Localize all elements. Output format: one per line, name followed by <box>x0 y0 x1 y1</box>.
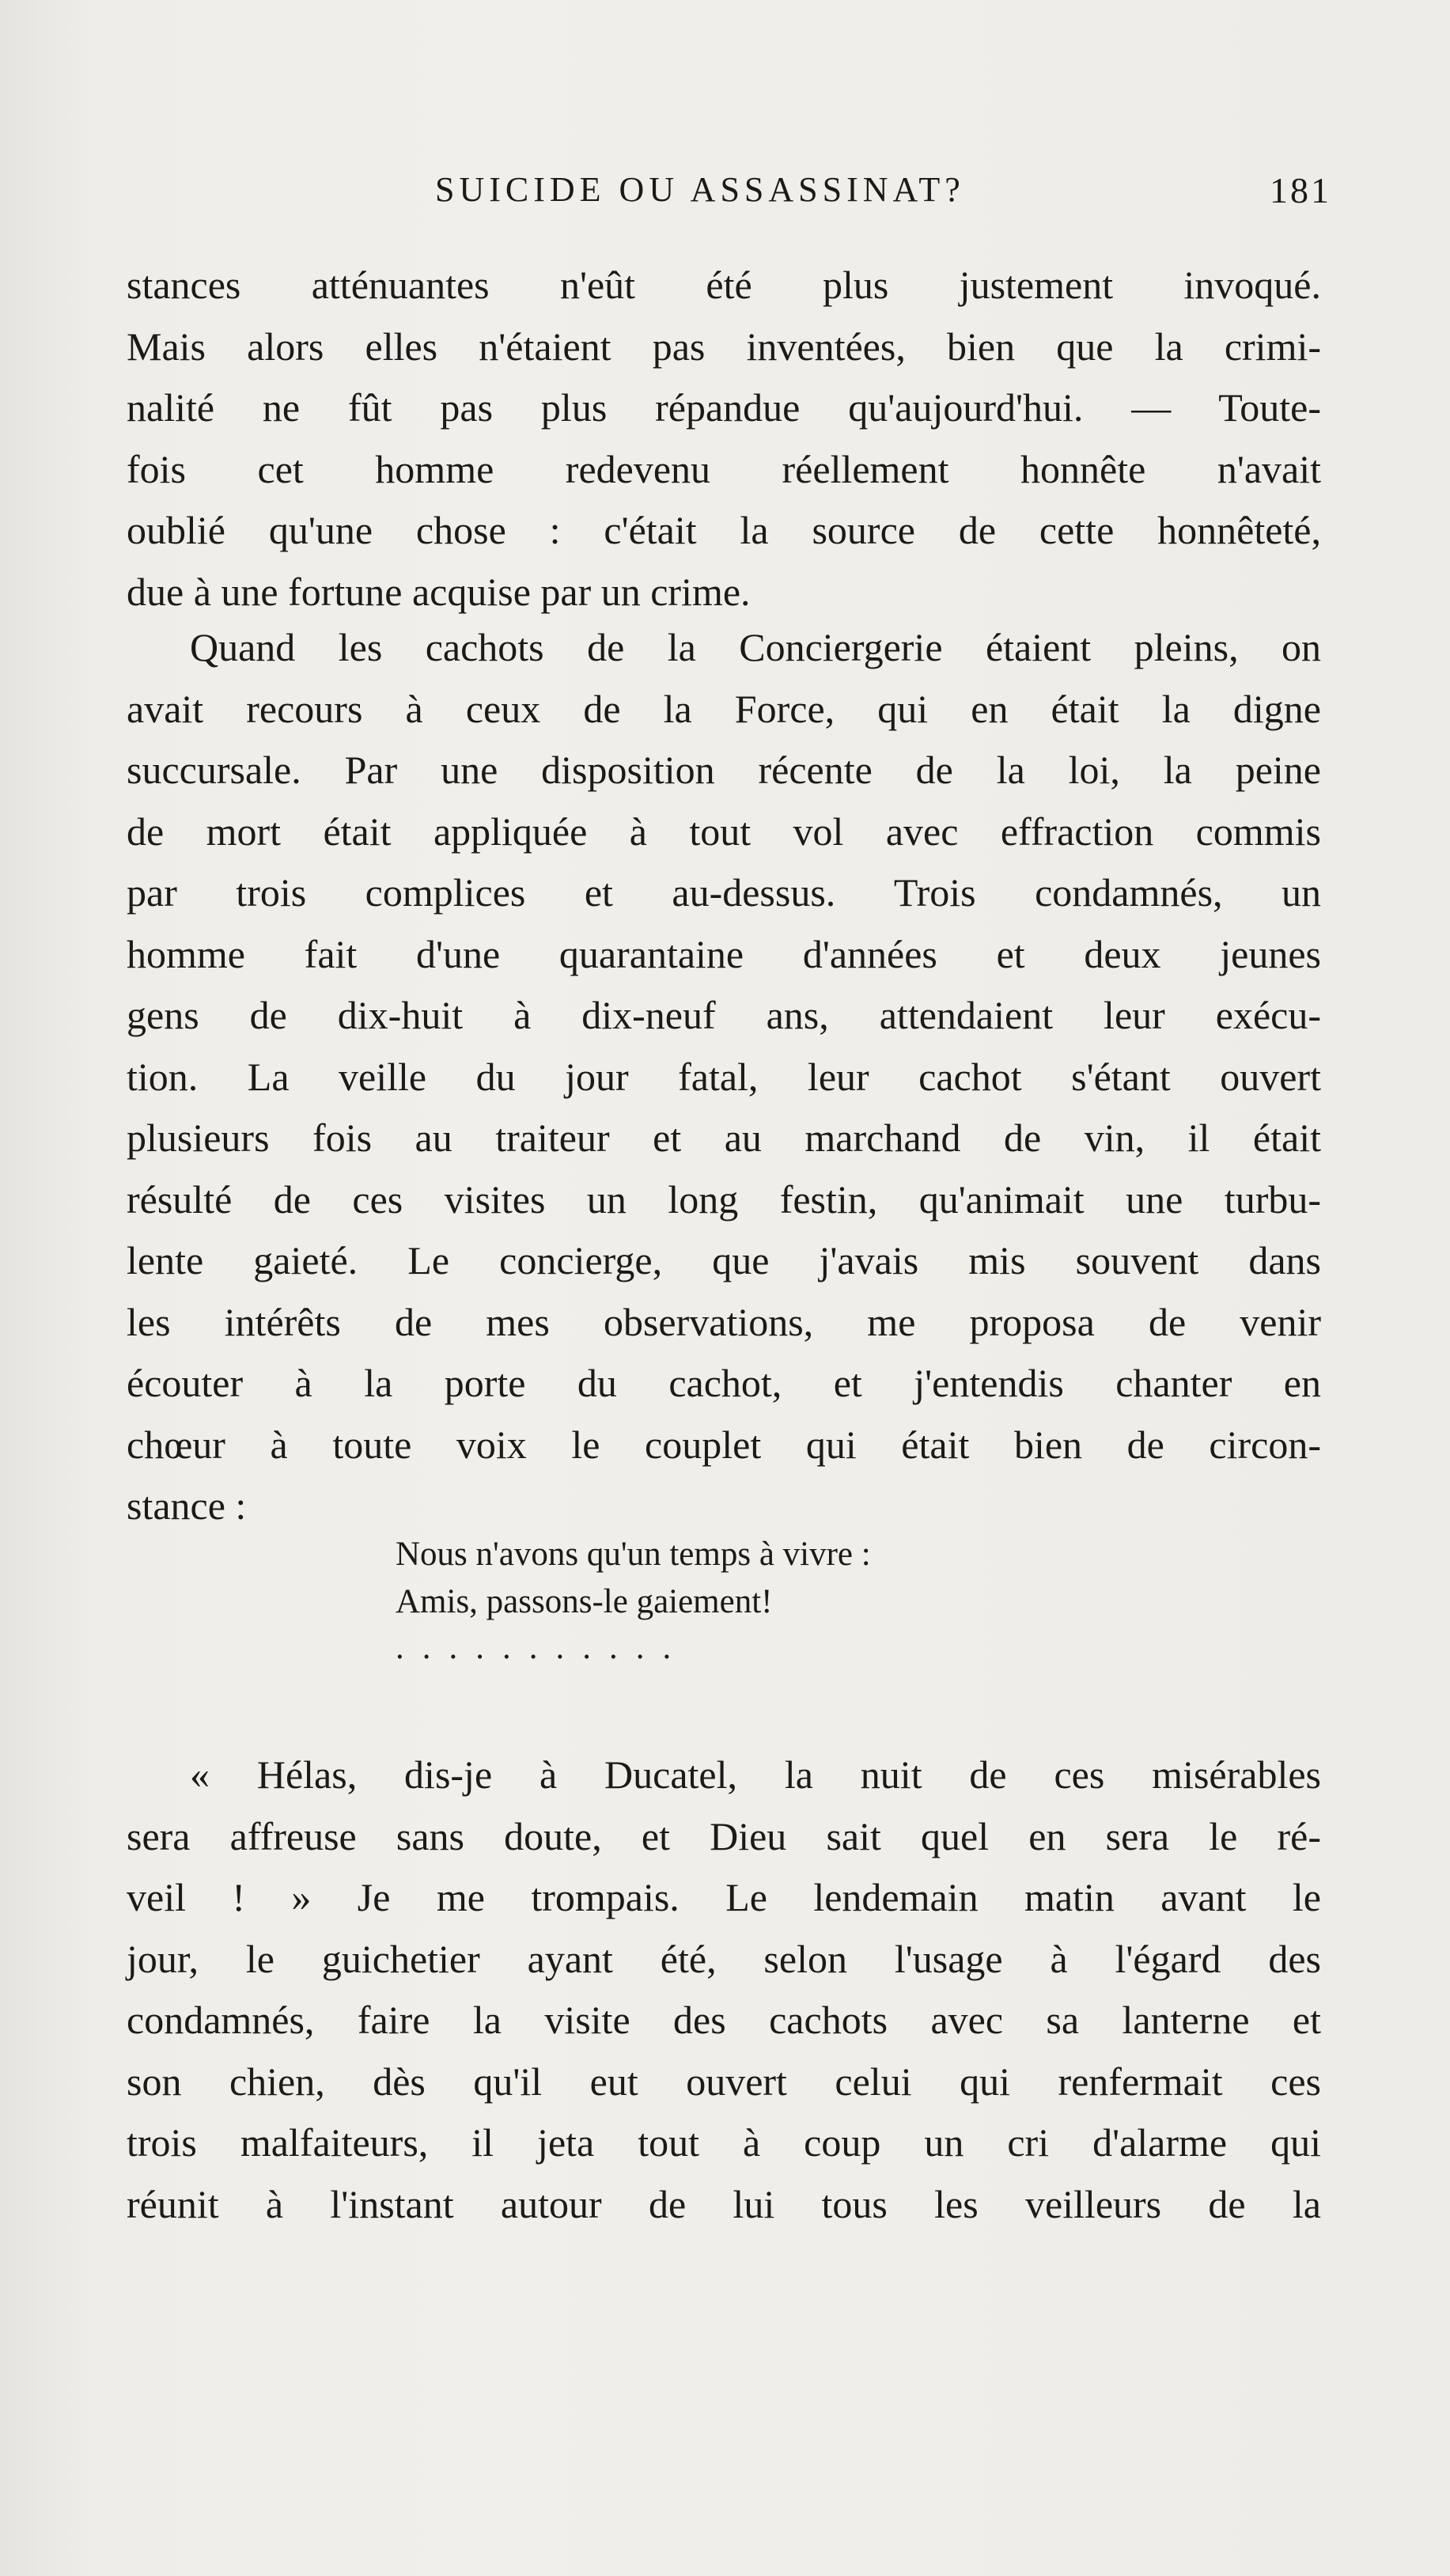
text-line: par trois complices et au-dessus. Trois condamnés, un <box>127 870 1321 915</box>
text-line: jour, le guichetier ayant été, selon l'usage à l'égard des <box>127 1936 1321 1981</box>
text-line: chœur à toute voix le couplet qui était bien de circon- <box>127 1422 1321 1467</box>
text-line: Mais alors elles n'étaient pas inventées, bien que la crimi- <box>127 324 1321 369</box>
verse-block <box>396 1531 871 1626</box>
paragraph-3 <box>127 1744 1321 2235</box>
verse-line: Amis, passons-le gaiement! <box>396 1583 773 1620</box>
verse-ellipsis: ........... <box>396 1629 690 1666</box>
text-line: résulté de ces visites un long festin, qu'animait une turbu- <box>127 1176 1321 1222</box>
page-number: 181 <box>1270 170 1331 210</box>
verse-line: Nous n'avons qu'un temps à vivre : <box>396 1536 871 1573</box>
text-line: trois malfaiteurs, il jeta tout à coup un cri d'alarme qui <box>127 2120 1321 2165</box>
text-line: son chien, dès qu'il eut ouvert celui qui renfermait ces <box>127 2059 1321 2104</box>
text-line: « Hélas, dis-je à Ducatel, la nuit de ces misérables <box>190 1752 1321 1797</box>
text-line: réunit à l'instant autour de lui tous les veilleurs de la <box>127 2181 1321 2226</box>
text-line: nalité ne fût pas plus répandue qu'aujourd'hui. — Toute- <box>127 385 1321 430</box>
text-line: oublié qu'une chose : c'était la source de cette honnêteté, <box>127 508 1321 552</box>
text-line: plusieurs fois au traiteur et au marchand de vin, il était <box>127 1116 1321 1160</box>
text-line: écouter à la porte du cachot, et j'entendis chanter en <box>127 1361 1321 1405</box>
text-line: les intérêts de mes observations, me proposa de venir <box>127 1299 1321 1344</box>
paragraph-2 <box>127 617 1321 1537</box>
text-line: de mort était appliquée à tout vol avec effraction commis <box>127 809 1321 854</box>
text-line: succursale. Par une disposition récente de la loi, la peine <box>127 748 1321 792</box>
text-line: stances atténuantes n'eût été plus justement invoqué. <box>127 263 1321 307</box>
text-line: sera affreuse sans doute, et Dieu sait quel en sera le ré- <box>127 1813 1321 1858</box>
paragraph-1 <box>127 255 1321 623</box>
page-header <box>134 169 1331 225</box>
text-line: lente gaieté. Le concierge, que j'avais mis souvent dans <box>127 1238 1321 1282</box>
text-line: homme fait d'une quarantaine d'années et deux jeunes <box>127 931 1321 976</box>
text-line: tion. La veille du jour fatal, leur cachot s'étant ouvert <box>127 1054 1321 1099</box>
text-line: due à une fortune acquise par un crime. <box>127 569 751 614</box>
text-line: avait recours à ceux de la Force, qui en était la digne <box>127 686 1321 731</box>
text-line: condamnés, faire la visite des cachots avec sa lanterne et <box>127 1998 1321 2042</box>
text-line: Quand les cachots de la Conciergerie étaient pleins, on <box>190 625 1321 669</box>
running-head: SUICIDE OU ASSASSINAT? <box>435 170 965 209</box>
text-line: stance : <box>127 1483 247 1528</box>
text-line: veil ! » Je me trompais. Le lendemain matin avant le <box>127 1875 1321 1919</box>
text-line: fois cet homme redevenu réellement honnête n'avait <box>127 446 1321 491</box>
text-line: gens de dix-huit à dix-neuf ans, attendaient leur exécu- <box>127 993 1321 1037</box>
